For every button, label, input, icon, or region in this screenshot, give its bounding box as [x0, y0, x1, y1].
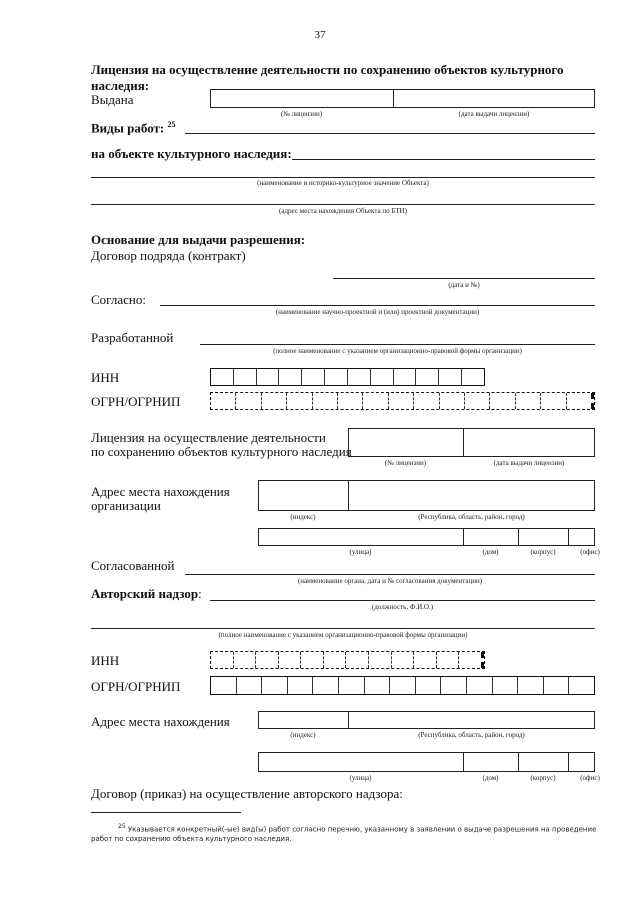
developed-line[interactable]	[200, 344, 595, 345]
caption-sup-street: (улица)	[349, 774, 372, 782]
caption-position: (должность, Ф.И.О.)	[371, 603, 434, 611]
object-label: на объекте культурного наследия:	[91, 146, 292, 161]
object-line-1[interactable]	[292, 159, 595, 160]
sup-street-divider-1	[463, 752, 464, 772]
basis-license-divider	[463, 428, 464, 457]
supervision-address-label: Адрес места нахождения	[91, 714, 230, 729]
supervision-ogrn-label: ОГРН/ОГРНИП	[91, 679, 181, 694]
contract-line[interactable]	[333, 278, 595, 279]
caption-supervision-org: (полное наименование с указанием организационно-правовой формы организации)	[218, 631, 468, 639]
footnote-separator	[91, 812, 241, 813]
caption-basis-license-no: (№ лицензии)	[384, 459, 427, 467]
developed-label: Разработанной	[91, 330, 174, 345]
supervision-address-box[interactable]	[258, 711, 595, 729]
issued-label: Выдана	[91, 92, 134, 107]
caption-office: (офис)	[580, 548, 600, 556]
caption-sup-office: (офис)	[580, 774, 600, 782]
caption-house: (дом)	[482, 548, 499, 556]
basis-license-line1: Лицензия на осуществление деятельности	[91, 430, 326, 445]
caption-license-no: (№ лицензии)	[280, 110, 323, 118]
works-label	[91, 120, 176, 136]
supervision-position-line[interactable]	[210, 600, 595, 601]
caption-license-date: (дата выдачи лицензии)	[458, 110, 530, 118]
address-street-box[interactable]	[258, 528, 595, 546]
license-box[interactable]	[210, 89, 595, 108]
supervision-street-box[interactable]	[258, 752, 595, 772]
caption-date-no: (дата и №)	[448, 281, 480, 289]
supervision-index-divider	[348, 711, 349, 729]
supervision-colon: :	[198, 586, 202, 601]
address-label-line1: Адрес места нахождения	[91, 484, 230, 499]
footnote-ref: 25	[167, 120, 176, 129]
caption-object-name: (наименование и историко-культурное значение Объекта)	[257, 179, 429, 187]
page-number: 37	[314, 29, 326, 41]
address-index-region-box[interactable]	[258, 480, 595, 511]
works-line[interactable]	[185, 133, 595, 134]
works-label-text: Виды работ:	[91, 120, 165, 136]
footnote-text-1: Указывается конкретный(-ые) вид(ы) работ согласно перечню, указанному в заявлении о выдаче разрешения на проведение	[127, 825, 597, 834]
caption-region: (Республика, область, район, город)	[418, 513, 525, 521]
caption-docs: (наименование научно-проектной и (или) проектной документации)	[275, 308, 480, 316]
caption-building: (корпус)	[530, 548, 556, 556]
inn-cells[interactable]	[210, 368, 485, 386]
caption-sup-building: (корпус)	[530, 774, 556, 782]
caption-sup-house: (дом)	[482, 774, 499, 782]
basis-license-box[interactable]	[348, 428, 595, 457]
supervision-title	[91, 586, 202, 602]
caption-object-address: (адрес места нахождения Объекта по БТИ)	[279, 207, 407, 215]
ogrn-label: ОГРН/ОГРНИП	[91, 394, 181, 409]
footnote-line1	[118, 823, 596, 833]
approved-line[interactable]	[185, 574, 595, 575]
caption-street: (улица)	[349, 548, 372, 556]
footnote-number: 25	[118, 823, 126, 830]
caption-sup-index: (индекс)	[290, 731, 316, 739]
ogrn-cells[interactable]	[210, 392, 595, 410]
license-box-divider	[393, 89, 394, 108]
supervision-inn-cells[interactable]	[210, 651, 485, 669]
contract-label: Договор подряда (контракт)	[91, 248, 246, 263]
sup-street-divider-2	[518, 752, 519, 772]
according-line[interactable]	[160, 305, 595, 306]
object-name-line[interactable]	[91, 177, 595, 178]
inn-label: ИНН	[91, 370, 120, 385]
basis-license-line2: по сохранению объектов культурного наследия	[91, 444, 352, 459]
caption-sup-region: (Республика, область, район, город)	[418, 731, 525, 739]
address-index-divider	[348, 480, 349, 511]
street-divider-2	[518, 528, 519, 546]
basis-title: Основание для выдачи разрешения:	[91, 232, 306, 247]
license-title-line2: наследия:	[91, 78, 150, 93]
footnote-text-2: работ по сохранению объекта культурного наследия.	[91, 835, 292, 843]
supervision-inn-label: ИНН	[91, 653, 120, 668]
caption-approval: (наименование органа, дата и № согласования документации)	[297, 577, 483, 585]
address-label-line2: организации	[91, 498, 161, 513]
supervision-ogrn-cells[interactable]	[210, 676, 595, 695]
object-address-line[interactable]	[91, 204, 595, 205]
according-label: Согласно:	[91, 292, 146, 307]
license-title-line1: Лицензия на осуществление деятельности по сохранению объектов культурного	[91, 62, 564, 77]
street-divider-3	[568, 528, 569, 546]
supervision-contract-label: Договор (приказ) на осуществление авторского надзора:	[91, 786, 403, 801]
supervision-title-text: Авторский надзор	[91, 586, 199, 601]
sup-street-divider-3	[568, 752, 569, 772]
caption-org-name: (полное наименование с указанием организационно-правовой формы организации)	[273, 347, 522, 355]
caption-basis-license-date: (дата выдачи лицензии)	[493, 459, 565, 467]
street-divider-1	[463, 528, 464, 546]
supervision-org-line[interactable]	[91, 628, 595, 629]
approved-label: Согласованной	[91, 558, 175, 573]
caption-index: (индекс)	[290, 513, 316, 521]
